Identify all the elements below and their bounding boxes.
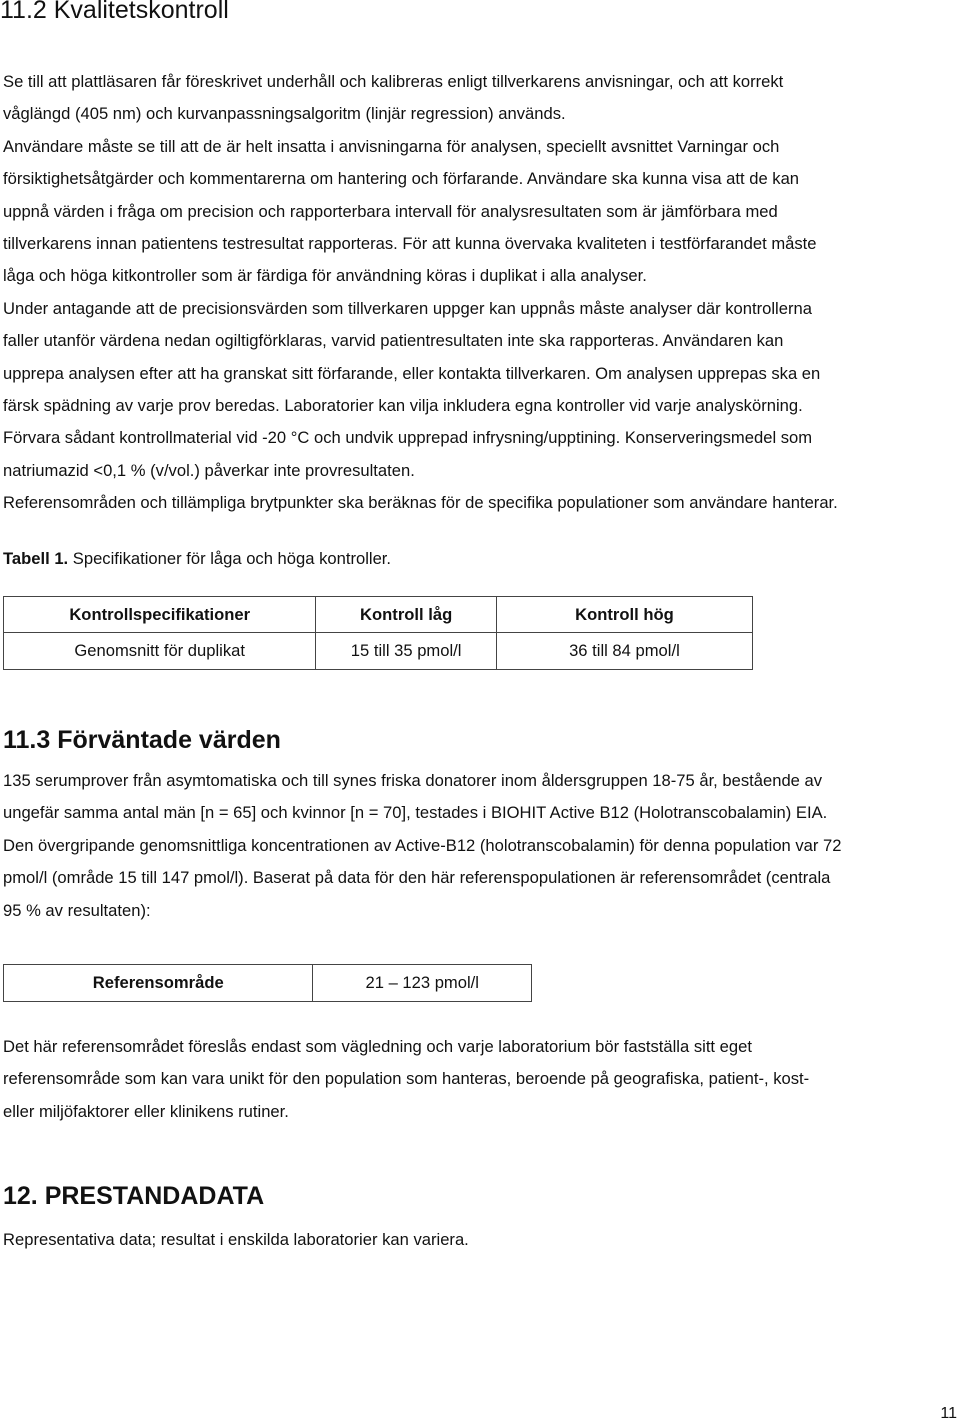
paragraph-line: Användare måste se till att de är helt insatta i anvisningarna för analysen, speciellt avsnittet Varningar och bbox=[3, 136, 780, 156]
table-cell: 15 till 35 pmol/l bbox=[316, 633, 496, 670]
reference-range-table bbox=[3, 964, 532, 1002]
paragraph-line: Representativa data; resultat i enskilda laboratorier kan variera. bbox=[3, 1230, 469, 1249]
paragraph-line: låga och höga kitkontroller som är färdiga för användning köras i duplikat i alla analyser. bbox=[3, 266, 647, 286]
controls-spec-table bbox=[3, 596, 753, 670]
paragraph-line: Den övergripande genomsnittliga koncentrationen av Active-B12 (holotranscobalamin) för denna population var 72 bbox=[3, 835, 842, 855]
table-header-cell: Kontroll hög bbox=[496, 597, 752, 633]
table-caption-text: Specifikationer för låga och höga kontroller. bbox=[68, 549, 392, 568]
paragraph-line: ungefär samma antal män [n = 65] och kvinnor [n = 70], testades i BIOHIT Active B12 (Holotranscobalamin) EIA. bbox=[3, 803, 828, 823]
table-row bbox=[4, 633, 753, 670]
paragraph-line: 95 % av resultaten): bbox=[3, 900, 151, 920]
table-row bbox=[4, 965, 532, 1002]
table-cell: Genomsnitt för duplikat bbox=[4, 633, 316, 670]
table-caption-label: Tabell 1. bbox=[3, 549, 69, 568]
table-header-row bbox=[4, 597, 753, 633]
paragraph-line: våglängd (405 nm) och kurvanpassningsalgoritm (linjär regression) används. bbox=[3, 104, 566, 124]
section-11-3-note bbox=[3, 1031, 955, 1128]
paragraph-line: natriumazid <0,1 % (v/vol.) påverkar inte provresultaten. bbox=[3, 460, 415, 480]
paragraph-line: pmol/l (område 15 till 147 pmol/l). Baserat på data för den här referenspopulationen är referensområdet (centrala bbox=[3, 868, 831, 888]
page-number: 11 bbox=[940, 1405, 957, 1422]
paragraph-line: eller miljöfaktorer eller klinikens rutiner. bbox=[3, 1101, 289, 1121]
paragraph-line: färsk spädning av varje prov beredas. Laboratorier kan vilja inkludera egna kontroller vid varje analyskörning. bbox=[3, 396, 803, 416]
paragraph-line: Det här referensområdet föreslås endast som vägledning och varje laboratorium bör fastställa sitt eget bbox=[3, 1037, 752, 1056]
paragraph-line: Förvara sådant kontrollmaterial vid -20 °C och undvik upprepad infrysning/upptining. Konserveringsmedel som bbox=[3, 428, 813, 448]
section-11-2-title: 11.2 Kvalitetskontroll bbox=[0, 0, 229, 24]
paragraph-line: Se till att plattläsaren får föreskrivet underhåll och kalibreras enligt tillverkarens anvisningar, och att korrekt bbox=[3, 72, 784, 91]
table-cell: 36 till 84 pmol/l bbox=[496, 633, 752, 670]
table-header-cell: Kontrollspecifikationer bbox=[4, 597, 316, 633]
section-11-3-paragraph bbox=[3, 765, 955, 927]
paragraph-line: uppnå värden i fråga om precision och rapporterbara intervall för analysresultaten som är jämförbara med bbox=[3, 201, 778, 221]
paragraph-line: Under antagande att de precisionsvärden som tillverkaren uppger kan uppnås måste analyser där kontrollerna bbox=[3, 298, 812, 318]
reference-range-label: Referensområde bbox=[4, 965, 313, 1002]
paragraph-line: faller utanför värdena nedan ogiltigförklaras, varvid patientresultaten inte ska rapporteras. Användaren kan bbox=[3, 331, 784, 351]
section-12-title: 12. PRESTANDADATA bbox=[3, 1182, 265, 1210]
paragraph-line: Referensområden och tillämpliga brytpunkter ska beräknas för de specifika populationer som användare hanterar. bbox=[3, 493, 838, 513]
paragraph-line: tillverkarens innan patientens testresultat rapporteras. För att kunna övervaka kvaliteten i testförfarandet måste bbox=[3, 234, 817, 254]
table-caption bbox=[3, 549, 391, 569]
section-11-2-paragraph bbox=[3, 66, 955, 520]
paragraph-line: försiktighetsåtgärder och kommentarerna om hantering och förfarande. Användare ska kunna visa att de kan bbox=[3, 169, 800, 189]
reference-range-value: 21 – 123 pmol/l bbox=[313, 965, 532, 1002]
paragraph-line: 135 serumprover från asymtomatiska och till synes friska donatorer inom åldersgruppen 18-75 år, bestående av bbox=[3, 771, 823, 790]
section-12-text bbox=[3, 1224, 955, 1256]
paragraph-line: upprepa analysen efter att ha granskat sitt förfarande, eller kontakta tillverkaren. Om analysen upprepas ska en bbox=[3, 363, 821, 383]
paragraph-line: referensområde som kan vara unikt för den population som hanteras, beroende på geografiska, patient-, kost- bbox=[3, 1069, 810, 1089]
table-header-cell: Kontroll låg bbox=[316, 597, 496, 633]
section-11-3-title: 11.3 Förväntade värden bbox=[3, 726, 281, 754]
